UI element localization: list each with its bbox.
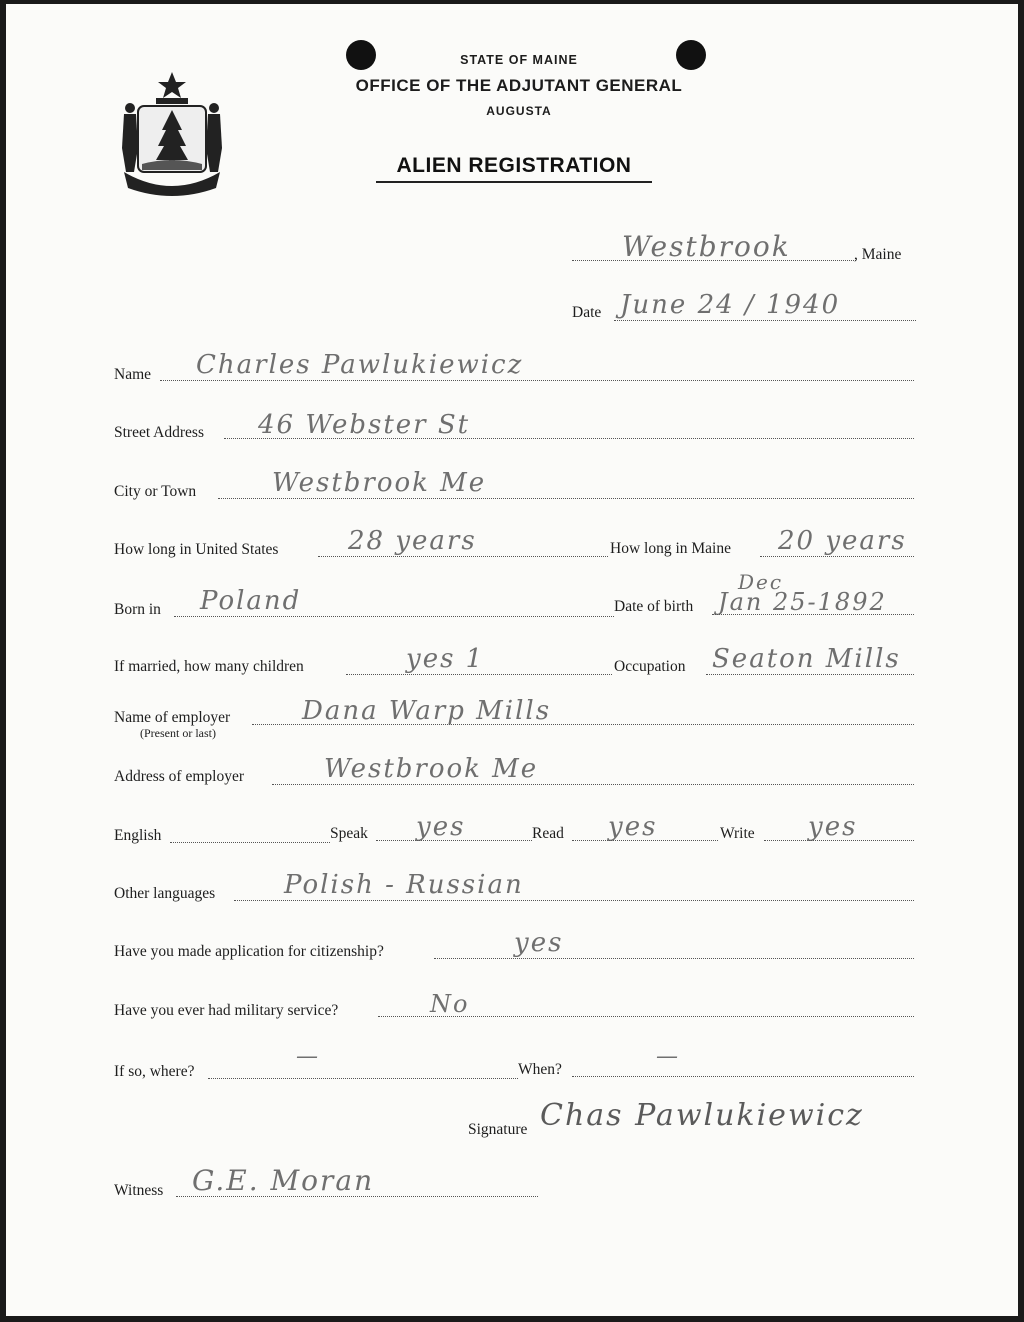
military-label: Have you ever had military service? [114,1002,339,1019]
form-title: ALIEN REGISTRATION [376,154,652,183]
header-city: AUGUSTA [486,104,552,118]
place-line [572,260,856,261]
dob-value: Jan 25-1892 [718,588,887,616]
date-label: Date [572,304,602,321]
where-label: If so, where? [114,1063,195,1080]
employer-address-label: Address of employer [114,768,244,785]
where-line [208,1078,518,1079]
speak-value: yes [416,812,466,842]
employer-line [252,724,914,725]
employer-address-line [272,784,914,785]
occupation-line [706,674,914,675]
city-value: Westbrook Me [272,468,487,498]
other-languages-value: Polish - Russian [284,870,524,900]
military-value: No [430,990,470,1018]
date-value: June 24 / 1940 [620,290,841,320]
born-in-label: Born in [114,601,161,618]
us-years-value: 28 years [348,526,477,556]
header-office: OFFICE OF THE ADJUTANT GENERAL [355,76,683,95]
witness-line [176,1196,538,1197]
name-value: Charles Pawlukiewicz [196,350,524,380]
when-value: — [656,1044,680,1069]
dob-correction: Dec [738,570,784,594]
name-label: Name [114,366,152,383]
read-value: yes [608,812,658,842]
citizenship-line [434,958,914,959]
city-line [218,498,914,499]
maine-years-value: 20 years [778,526,907,556]
witness-value: G.E. Moran [192,1164,375,1197]
speak-label: Speak [330,825,368,842]
other-languages-line [234,900,914,901]
date-line [614,320,916,321]
born-in-line [174,616,614,617]
us-years-line [318,556,608,557]
employer-sublabel: (Present or last) [140,726,216,740]
employer-address-value: Westbrook Me [324,754,539,784]
registration-form [6,4,1018,1316]
place-suffix: , Maine [854,246,902,263]
citizenship-label: Have you made application for citizenship? [114,943,384,960]
english-label: English [114,827,162,844]
english-line [170,842,330,843]
children-label: If married, how many children [114,658,304,675]
street-label: Street Address [114,424,204,441]
citizenship-value: yes [514,928,564,958]
witness-label: Witness [114,1182,164,1199]
signature-label: Signature [468,1121,528,1138]
place-value: Westbrook [622,230,791,263]
read-line [572,840,718,841]
street-line [224,438,914,439]
other-languages-label: Other languages [114,885,216,902]
maine-years-label: How long in Maine [610,540,731,557]
occupation-value: Seaton Mills [712,644,901,674]
when-label: When? [518,1061,562,1078]
city-label: City or Town [114,483,197,500]
write-line [764,840,914,841]
employer-value: Dana Warp Mills [302,696,552,726]
dob-line [712,614,914,615]
signature-value: Chas Pawlukiewicz [540,1098,864,1133]
write-label: Write [720,825,755,842]
where-value: — [296,1044,320,1069]
header-state: STATE OF MAINE [460,53,578,67]
write-value: yes [808,812,858,842]
name-line [160,380,914,381]
dob-label: Date of birth [614,598,694,615]
speak-line [376,840,532,841]
us-years-label: How long in United States [114,541,279,558]
employer-label: Name of employer [114,709,231,726]
read-label: Read [532,825,564,842]
seal-banner-text: MAINE [154,175,197,186]
children-line [346,674,612,675]
born-in-value: Poland [200,586,302,616]
children-value: yes 1 [406,644,485,674]
occupation-label: Occupation [614,658,686,675]
street-value: 46 Webster St [258,410,471,440]
maine-years-line [760,556,914,557]
when-line [572,1076,914,1077]
military-line [378,1016,914,1017]
